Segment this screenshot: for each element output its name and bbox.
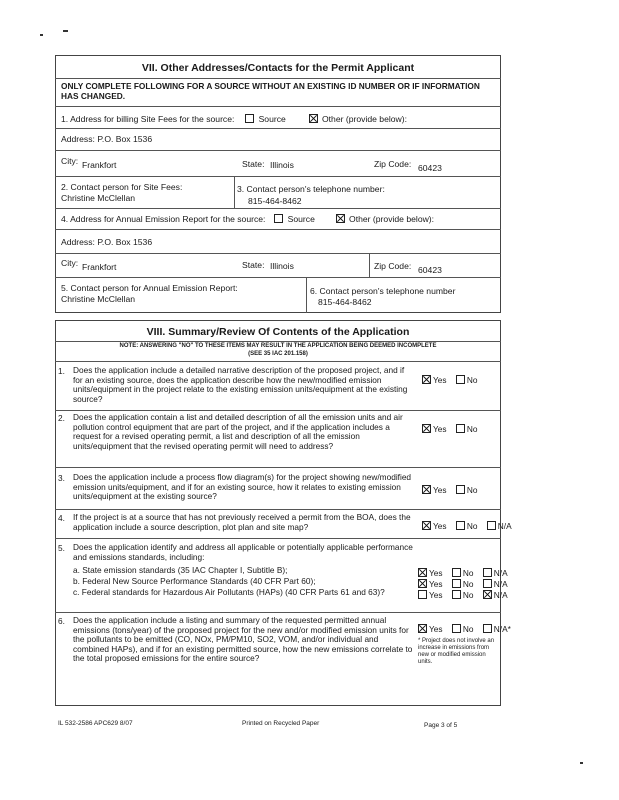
city2-value: Frankfort <box>82 262 117 272</box>
item4-other-checkbox[interactable] <box>336 214 345 223</box>
q5a-na-checkbox[interactable] <box>483 568 492 577</box>
item1-other-checkbox[interactable] <box>309 114 318 123</box>
q5c-na-checkbox[interactable] <box>483 590 492 599</box>
q6-text: Does the application include a listing and summary of the requested permitted annual emissions (tons/year) of the proposed project for the new and/or modified emission units for the pollutants to be emitted (CO, NOx, PM/PM10, SO2, VOM, and/or individual and combined HAPs), and if for an existing permitted source, how the new emissions correlate to the total proposed emissions for the entire source? <box>73 615 413 664</box>
q4-na-label: N/A <box>497 521 512 531</box>
item1-source-checkbox[interactable] <box>245 114 254 123</box>
item1-source-label: Source <box>258 114 286 124</box>
q4-na-checkbox[interactable] <box>487 521 496 530</box>
q2-yes-label: Yes <box>433 424 447 434</box>
q2-no-checkbox[interactable] <box>456 424 465 433</box>
q5b-no-checkbox[interactable] <box>452 579 461 588</box>
city1-value: Frankfort <box>82 160 117 170</box>
item4-source-label: Source <box>287 214 315 224</box>
q3-yes-checkbox[interactable] <box>422 485 431 494</box>
q6-yes-label: Yes <box>429 624 443 634</box>
state2-value: Illinois <box>270 261 294 271</box>
q6-no-checkbox[interactable] <box>452 624 461 633</box>
q6-footnote: * Project does not involve an increase in emissions from new or modified emission units. <box>418 638 495 665</box>
q5c-row <box>73 588 408 598</box>
item5-value: Christine McClellan <box>61 294 136 304</box>
q5a-letter: a. <box>73 565 80 575</box>
section7-title: VII. Other Addresses/Contacts for the Permit Applicant <box>141 62 415 74</box>
q5c-letter: c. <box>73 587 80 597</box>
q4-no-checkbox[interactable] <box>456 521 465 530</box>
q5c-no-checkbox[interactable] <box>452 590 461 599</box>
q5c-yes-checkbox[interactable] <box>418 590 427 599</box>
footer-page-number: Page 3 of 5 <box>424 722 458 729</box>
q6-no-label: No <box>462 624 474 634</box>
section8-note-ref: (SEE 35 IAC 201.158) <box>248 351 308 357</box>
item6-label: 6. Contact person's telephone number <box>310 286 456 296</box>
q6-number: 6. <box>58 616 65 626</box>
q5c-no-label: No <box>462 590 474 600</box>
stray-mark <box>580 762 583 764</box>
q5b-yes-checkbox[interactable] <box>418 579 427 588</box>
q5a-text: State emission standards (35 IAC Chapter I, Subtitle B); <box>82 565 288 575</box>
footer-printed: Printed on Recycled Paper <box>242 720 320 727</box>
q3-number: 3. <box>58 473 65 483</box>
q5a-answers <box>418 568 508 578</box>
address1-label: Address: <box>61 134 95 144</box>
footer-form-id: IL 532-2586 APC629 8/07 <box>58 720 133 727</box>
address1-row <box>61 134 152 144</box>
item1-row <box>61 114 407 124</box>
section8-title: VIII. Summary/Review Of Contents of the Application <box>146 326 410 338</box>
q2-number: 2. <box>58 413 65 423</box>
q5a-no-checkbox[interactable] <box>452 568 461 577</box>
q5b-yes-label: Yes <box>429 579 443 589</box>
q6-na-label: N/A* <box>493 624 511 634</box>
q1-answers <box>422 375 477 385</box>
item1-other-label: Other (provide below): <box>321 114 408 124</box>
q5a-yes-checkbox[interactable] <box>418 568 427 577</box>
q5-number: 5. <box>58 543 65 553</box>
item2-label: 2. Contact person for Site Fees: <box>61 182 183 192</box>
q5b-letter: b. <box>73 576 80 586</box>
q3-yes-label: Yes <box>433 485 447 495</box>
q2-no-label: No <box>466 424 478 434</box>
q1-yes-checkbox[interactable] <box>422 375 431 384</box>
q5b-text: Federal New Source Performance Standards (40 CFR Part 60); <box>82 576 316 586</box>
q5a-yes-label: Yes <box>429 568 443 578</box>
q3-no-checkbox[interactable] <box>456 485 465 494</box>
address2-row <box>61 237 152 247</box>
section7-instruction: ONLY COMPLETE FOLLOWING FOR A SOURCE WITHOUT AN EXISTING ID NUMBER OR IF INFORMATION HAS CHANGED. <box>61 81 480 101</box>
address2-value: P.O. Box 1536 <box>97 237 153 247</box>
city2-label: City: <box>61 258 79 268</box>
q4-yes-label: Yes <box>433 521 447 531</box>
q1-no-label: No <box>466 375 478 385</box>
item4-other-label: Other (provide below): <box>349 214 435 224</box>
q1-number: 1. <box>58 366 65 376</box>
q4-number: 4. <box>58 513 65 523</box>
q1-yes-label: Yes <box>433 375 447 385</box>
item4-label: 4. Address for Annual Emission Report for the source: <box>61 214 266 224</box>
q6-yes-checkbox[interactable] <box>418 624 427 633</box>
q3-answers <box>422 485 477 495</box>
q1-no-checkbox[interactable] <box>456 375 465 384</box>
q3-text: Does the application include a process flow diagram(s) for the project showing new/modified emission units/equipment, and if for an existing source, how it relates to existing emission units/equipment at the existing source? <box>73 472 412 502</box>
zip1-value: 60423 <box>418 163 442 173</box>
q5b-no-label: No <box>462 579 474 589</box>
zip1-label: Zip Code: <box>374 159 412 169</box>
q5b-row <box>73 577 413 587</box>
q3-no-label: No <box>466 485 478 495</box>
item6-value: 815-464-8462 <box>318 297 372 307</box>
address1-value: P.O. Box 1536 <box>97 134 153 144</box>
q2-answers <box>422 424 477 434</box>
q5c-yes-label: Yes <box>429 590 443 600</box>
q1-text: Does the application include a detailed narrative description of the proposed project, and if for an existing source, does the application describe how the new/modified emission units/equipment in the project relate to the existing emission units/equipment at the existing source? <box>73 365 408 404</box>
stray-mark <box>40 34 43 36</box>
q6-na-checkbox[interactable] <box>483 624 492 633</box>
q2-yes-checkbox[interactable] <box>422 424 431 433</box>
item2-value: Christine McClellan <box>61 193 136 203</box>
item1-label: 1. Address for billing Site Fees for the source: <box>61 114 235 124</box>
q5b-na-label: N/A <box>493 579 508 589</box>
zip2-value: 60423 <box>418 265 442 275</box>
q5b-na-checkbox[interactable] <box>483 579 492 588</box>
city1-label: City: <box>61 156 79 166</box>
q5c-na-label: N/A <box>493 590 508 600</box>
q5b-answers <box>418 579 508 589</box>
state1-label: State: <box>242 159 265 169</box>
section8-note: NOTE: ANSWERING "NO" TO THESE ITEMS MAY RESULT IN THE APPLICATION BEING DEEMED INCOMPLETE <box>119 343 437 349</box>
q4-text: If the project is at a source that has not previously received a permit from the BOA, does the application include a source description, plot plan and site map? <box>73 512 411 532</box>
address2-label: Address: <box>61 237 95 247</box>
q2-text: Does the application contain a list and detailed description of all the emission units and air pollution control equipment that are part of the project, and if the application includes a request for a revised operating permit, a list and description of all the emission units/equipment that the revised operating permit will need to address? <box>73 412 403 451</box>
zip2-label: Zip Code: <box>374 261 412 271</box>
state1-value: Illinois <box>270 160 294 170</box>
item3-label: 3. Contact person's telephone number: <box>237 184 385 194</box>
q5c-text: Federal standards for Hazardous Air Pollutants (HAPs) (40 CFR Parts 61 and 63)? <box>81 587 385 597</box>
q5a-na-label: N/A <box>493 568 508 578</box>
q4-answers <box>422 521 512 531</box>
q6-answers <box>418 624 511 634</box>
q5-text: Does the application identify and address all applicable or potentially applicable performance and emissions standards, including: <box>73 542 413 562</box>
q4-no-label: No <box>466 521 478 531</box>
q5a-no-label: No <box>462 568 474 578</box>
item4-source-checkbox[interactable] <box>274 214 283 223</box>
q5a-row <box>73 566 413 576</box>
item4-row <box>61 214 434 224</box>
stray-mark <box>63 30 68 32</box>
q5c-answers <box>418 590 508 600</box>
item3-value: 815-464-8462 <box>248 196 302 206</box>
state2-label: State: <box>242 260 265 270</box>
q4-yes-checkbox[interactable] <box>422 521 431 530</box>
item5-label: 5. Contact person for Annual Emission Report: <box>61 283 238 293</box>
